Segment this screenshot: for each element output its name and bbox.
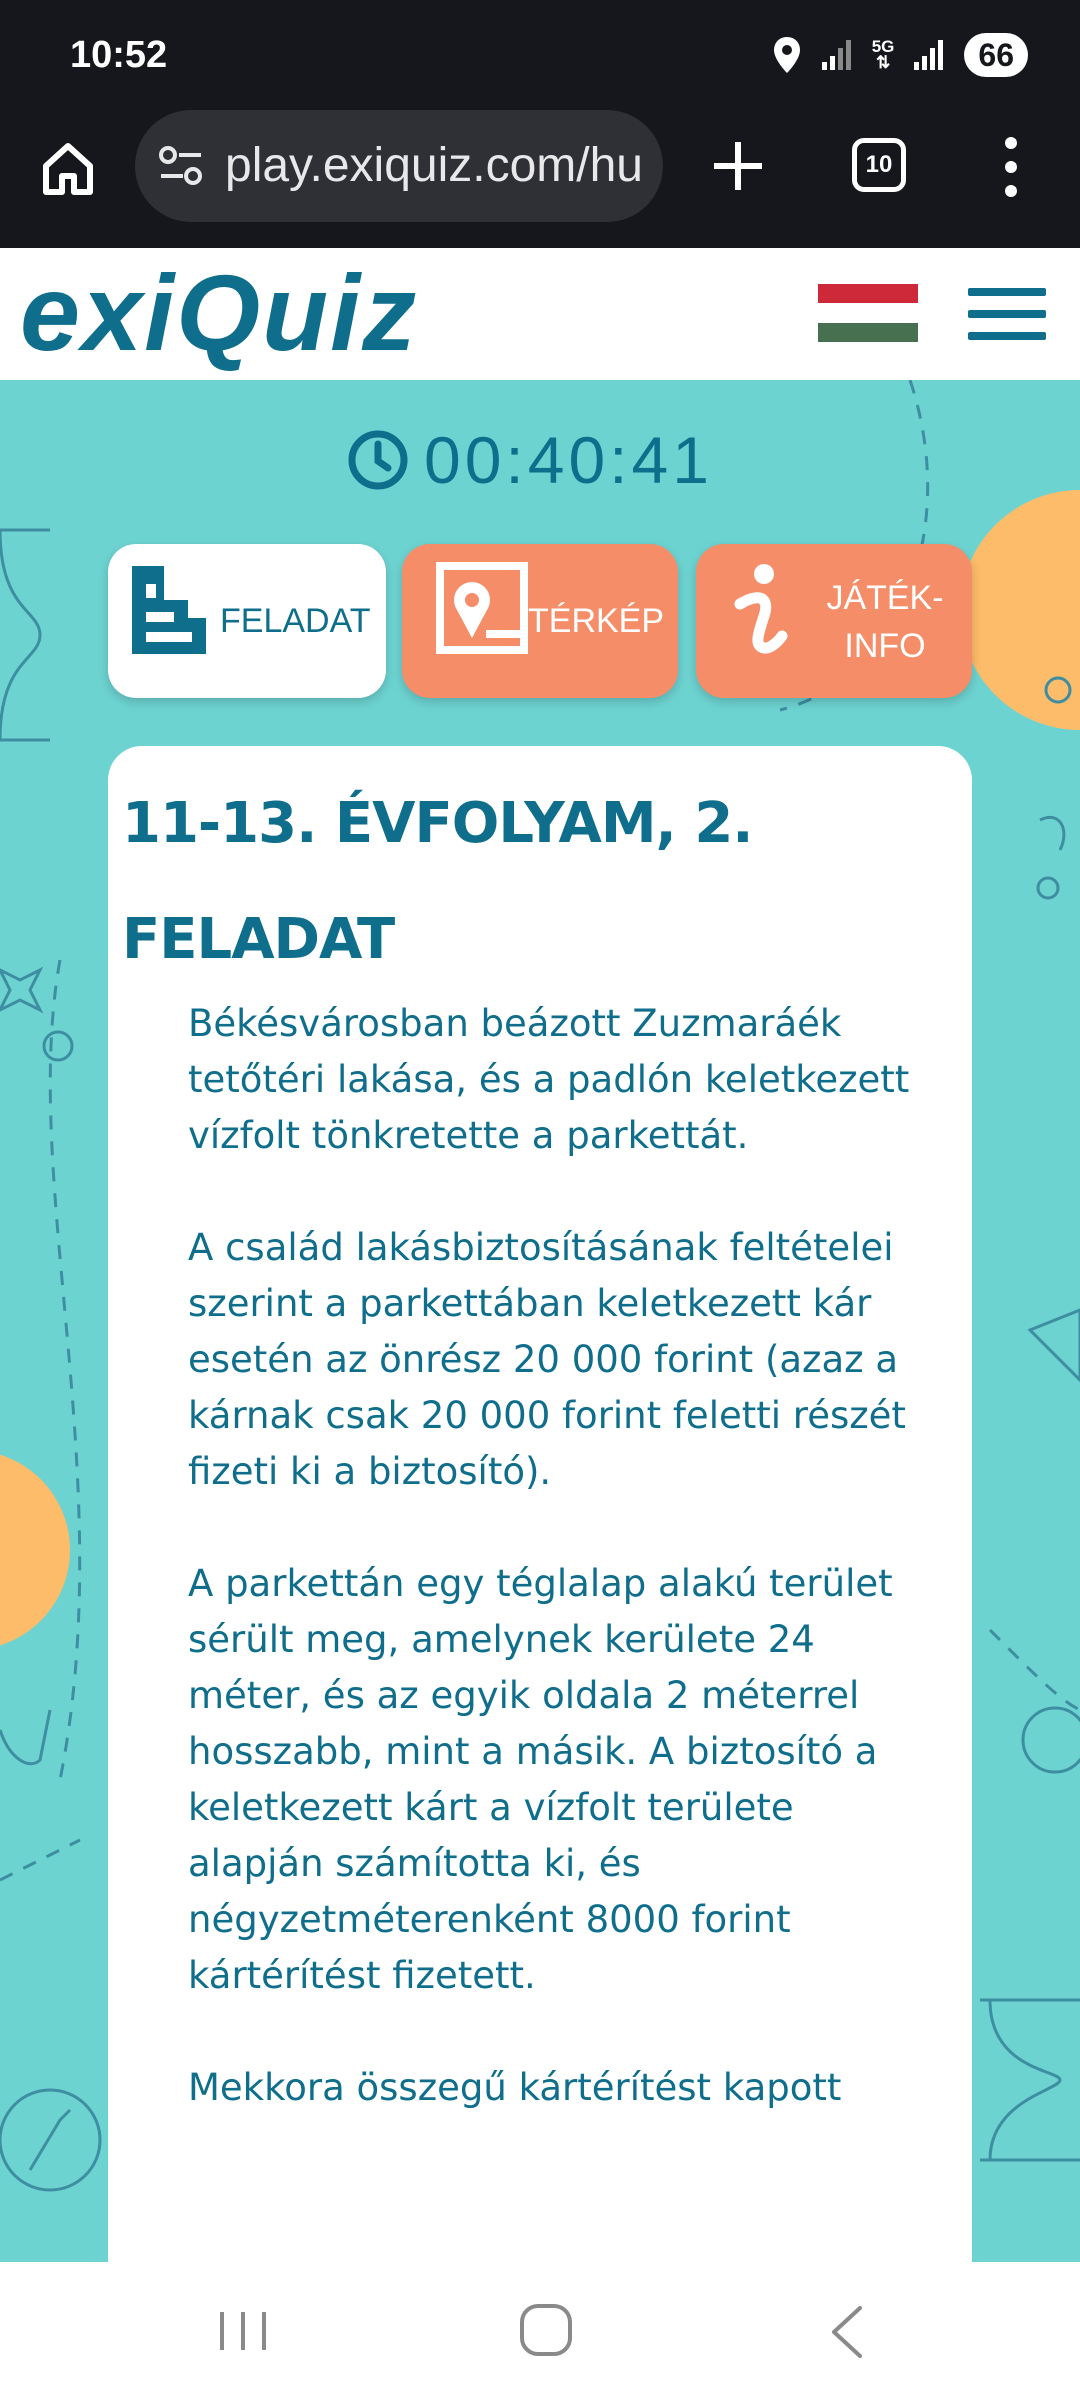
battery-indicator: 66 [964, 33, 1028, 77]
tab-feladat[interactable] [108, 544, 386, 698]
countdown-timer [346, 422, 713, 498]
tab-label-jatek-info: JÁTÉK- INFO [826, 579, 944, 665]
home-button-icon[interactable] [518, 2302, 574, 2358]
status-time: 10:52 [70, 34, 168, 76]
tab-jatek-info[interactable] [696, 544, 972, 698]
network-type: 5G ⇅ [871, 37, 895, 72]
timer-value: 00:40:41 [424, 423, 713, 497]
task-paragraph: Békésvárosban beázott Zuzmaráék tetőtéri lakása, és a padlón keletkezett vízfolt tönkretette a parkettát. [188, 1002, 910, 1157]
address-bar[interactable] [135, 110, 663, 222]
hamburger-menu-icon[interactable] [968, 288, 1046, 340]
task-icon [128, 562, 210, 658]
plus-icon[interactable] [706, 134, 770, 198]
clock-icon [346, 428, 410, 492]
browser-toolbar [0, 110, 1080, 248]
signal-icon [820, 38, 854, 72]
task-card [108, 746, 972, 2262]
task-paragraph: A parkettán egy téglalap alakú terület sérült meg, amelynek kerülete 24 méter, és az egyik oldala 2 méterrel hosszabb, mint a másik. A biztosító a keletkezett kárt a vízfolt területe alapján számította ki, és négyzetméterenként 8000 forint kártérítést fizetett. [188, 1562, 893, 1997]
tune-icon[interactable] [157, 144, 205, 188]
task-paragraph: A család lakásbiztosításának feltételei szerint a parkettában keletkezett kár esetén az önrész 20 000 forint (azaz a kárnak csak 20 000 forint feletti részét fizeti ki a biztosító). [188, 1226, 906, 1493]
main-area [0, 380, 1080, 2262]
signal-icon-2 [912, 38, 946, 72]
status-bar [0, 0, 1080, 110]
map-pin-icon [436, 562, 528, 654]
system-nav-bar [0, 2262, 1080, 2400]
site-header [0, 248, 1080, 380]
url-text[interactable]: play.exiquiz.com/hu [225, 139, 643, 192]
recents-icon[interactable] [214, 2308, 272, 2354]
tab-terkep[interactable] [402, 544, 678, 698]
site-logo[interactable]: exiQuiz [20, 252, 419, 373]
hourglass-icon [0, 530, 50, 740]
hungarian-flag-icon[interactable] [818, 284, 918, 342]
location-icon [772, 35, 802, 75]
task-paragraph: Mekkora összegű kártérítést kapott [188, 2066, 842, 2109]
tabs-button[interactable]: 10 [852, 138, 906, 192]
back-icon[interactable] [826, 2304, 866, 2360]
info-icon [730, 562, 790, 662]
status-icons [772, 30, 1028, 80]
home-icon[interactable] [36, 136, 100, 200]
task-title: 11-13. ÉVFOLYAM, 2. FELADAT [122, 791, 753, 972]
tab-label-feladat: FELADAT [220, 602, 371, 640]
more-vert-icon[interactable] [996, 134, 1026, 200]
task-body [188, 996, 928, 2172]
tab-label-terkep: TÉRKÉP [528, 602, 665, 640]
